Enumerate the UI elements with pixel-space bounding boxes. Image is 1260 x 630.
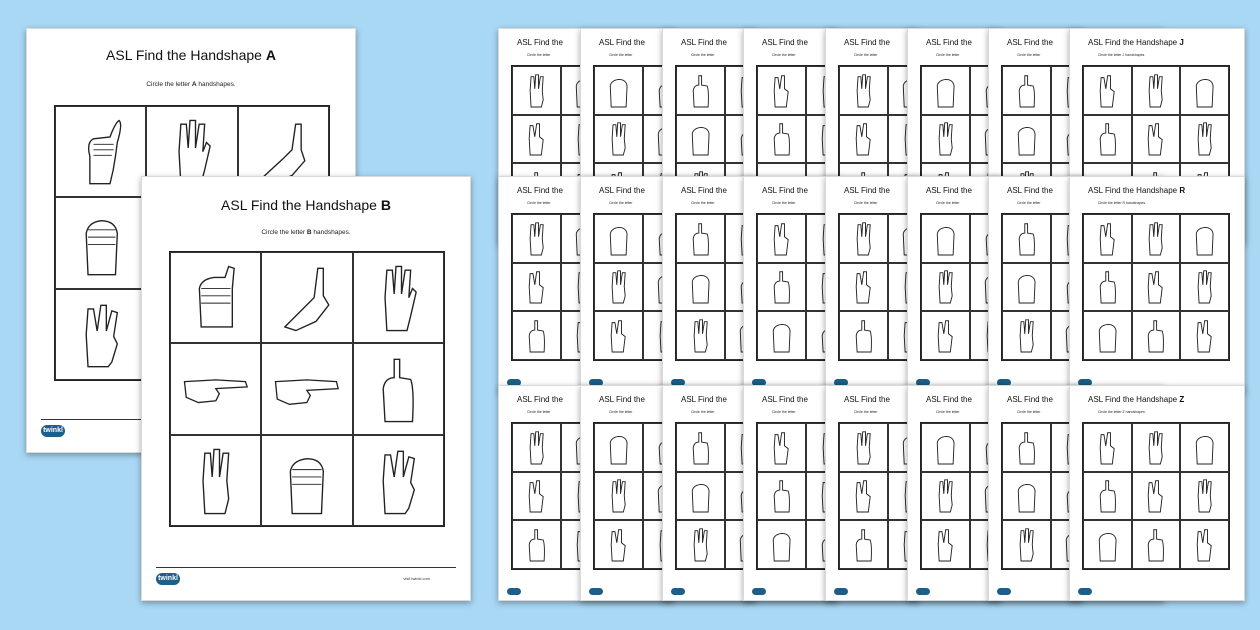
grid-cell: [55, 289, 146, 380]
mini-worksheet-title: [762, 38, 808, 47]
grid-cell: [757, 115, 806, 164]
mini-worksheet-instruction: Circle the letter: [691, 201, 715, 205]
hand-icon: [1089, 317, 1126, 354]
grid-cell: [1083, 472, 1132, 521]
mini-worksheet-title: [844, 186, 890, 195]
hand-icon: [927, 477, 964, 514]
mini-title-text: ASL Find the: [681, 395, 727, 404]
mini-worksheet: [1069, 385, 1245, 601]
hand-icon: [1089, 268, 1126, 305]
grid-cell: [921, 423, 970, 472]
grid-cell: [170, 435, 261, 526]
hand-icon: [1008, 477, 1045, 514]
twinkl-logo: [916, 588, 930, 595]
mini-title-text: ASL Find the: [1007, 38, 1053, 47]
grid-cell: [512, 115, 561, 164]
hand-point-icon: [363, 352, 433, 425]
hand-icon: [600, 429, 637, 466]
mini-worksheet-title: [681, 38, 727, 47]
hand-icon: [845, 268, 882, 305]
mini-worksheet-title: [1007, 395, 1053, 404]
grid-cell: [757, 520, 806, 569]
grid-cell: [1180, 214, 1229, 263]
hand-icon: [845, 317, 882, 354]
worksheet-a-instruction: Circle the letter A handshapes.: [146, 81, 236, 88]
mini-title-letter: J: [1179, 38, 1184, 47]
mini-worksheet-instruction: Circle the letter: [527, 410, 551, 414]
hand-icon: [1089, 120, 1126, 157]
mini-worksheet-title: [926, 38, 972, 47]
hand-icon: [682, 317, 719, 354]
mini-handshape-grid: [1082, 422, 1230, 570]
grid-cell: [261, 435, 352, 526]
mini-worksheet-title: [681, 186, 727, 195]
hand-icon: [518, 317, 555, 354]
grid-cell: [676, 311, 725, 360]
hand-icon: [600, 526, 637, 563]
hand-icon: [1089, 526, 1126, 563]
hand-icon: [518, 220, 555, 257]
mini-title-text: ASL Find the: [926, 38, 972, 47]
mini-worksheet-title: [844, 395, 890, 404]
mini-worksheet-title: [681, 395, 727, 404]
worksheet-b-letter: B: [380, 197, 391, 213]
grid-cell: [921, 263, 970, 312]
hand-icon: [1137, 477, 1174, 514]
hand-icon: [600, 317, 637, 354]
hand-icon: [600, 268, 637, 305]
hand-icon: [1186, 526, 1223, 563]
mini-title-text: ASL Find the: [762, 38, 808, 47]
grid-cell: [512, 520, 561, 569]
grid-cell: [55, 197, 146, 288]
grid-cell: [676, 472, 725, 521]
grid-cell: [1132, 520, 1181, 569]
grid-cell: [1002, 214, 1051, 263]
mini-worksheet-instruction: Circle the letter: [609, 53, 633, 57]
mini-title-text: ASL Find the: [517, 38, 563, 47]
hand-icon: [1137, 268, 1174, 305]
hand-icon: [1137, 72, 1174, 109]
mini-worksheet-title: [926, 395, 972, 404]
worksheet-b: [141, 176, 471, 601]
grid-cell: [594, 311, 643, 360]
mini-worksheet-instruction: Circle the letter: [691, 410, 715, 414]
grid-cell: [1180, 115, 1229, 164]
twinkl-logo: twinkl: [41, 425, 65, 437]
grid-cell: [170, 343, 261, 434]
mini-worksheet-title: [599, 38, 645, 47]
hand-icon: [1137, 220, 1174, 257]
grid-cell: [921, 311, 970, 360]
hand-icon: [600, 220, 637, 257]
hand-icon: [763, 72, 800, 109]
mini-worksheet-instruction: Circle the letter: [854, 410, 878, 414]
hand-icon: [927, 317, 964, 354]
grid-cell: [757, 263, 806, 312]
grid-cell: [1002, 263, 1051, 312]
worksheet-a-title: ASL Find the Handshape A: [106, 47, 276, 63]
grid-cell: [1180, 311, 1229, 360]
grid-cell: [676, 520, 725, 569]
grid-cell: [1180, 520, 1229, 569]
hand-icon: [927, 526, 964, 563]
grid-cell: [1132, 423, 1181, 472]
mini-title-text: ASL Find the: [681, 38, 727, 47]
mini-worksheet-title: [762, 186, 808, 195]
grid-cell: [1180, 472, 1229, 521]
mini-title-text: ASL Find the: [1007, 395, 1053, 404]
hand-icon: [682, 429, 719, 466]
grid-cell: [676, 423, 725, 472]
grid-cell: [676, 263, 725, 312]
grid-cell: [1132, 311, 1181, 360]
mini-worksheet-title: [926, 186, 972, 195]
grid-cell: [1132, 115, 1181, 164]
hand-icon: [1008, 120, 1045, 157]
mini-worksheet-title: [599, 395, 645, 404]
grid-cell: [594, 214, 643, 263]
hand-icon: [1089, 220, 1126, 257]
mini-worksheet-title: [844, 38, 890, 47]
hand-icon: [927, 220, 964, 257]
hand-icon: [518, 526, 555, 563]
grid-cell: [594, 66, 643, 115]
mini-title-text: ASL Find the: [599, 395, 645, 404]
hand-icon: [1089, 72, 1126, 109]
hand-icon: [1008, 317, 1045, 354]
twinkl-logo: [507, 588, 521, 595]
mini-title-letter: R: [1179, 186, 1186, 195]
hand-icon: [518, 268, 555, 305]
grid-cell: [839, 472, 888, 521]
mini-worksheet-instruction: Circle the letter: [854, 201, 878, 205]
twinkl-logo: [671, 588, 685, 595]
footer-note: visit twinkl.com: [403, 576, 430, 581]
grid-cell: [1083, 520, 1132, 569]
grid-cell: [170, 252, 261, 343]
mini-worksheet-instruction: Circle the letter: [936, 201, 960, 205]
hand-icon: [763, 526, 800, 563]
grid-cell: [676, 214, 725, 263]
hand-icon: [600, 477, 637, 514]
grid-cell: [921, 520, 970, 569]
hand-icon: [845, 72, 882, 109]
hand-icon: [1186, 317, 1223, 354]
grid-cell: [1002, 66, 1051, 115]
hand-icon: [1137, 526, 1174, 563]
hand-icon: [682, 220, 719, 257]
hand-icon: [518, 72, 555, 109]
hand-icon: [682, 477, 719, 514]
grid-cell: [594, 472, 643, 521]
hand-icon: [1137, 120, 1174, 157]
grid-cell: [839, 66, 888, 115]
grid-cell: [839, 263, 888, 312]
grid-cell: [55, 106, 146, 197]
hand-icon: [1137, 429, 1174, 466]
mini-worksheet: [1069, 176, 1245, 392]
grid-cell: [839, 311, 888, 360]
hand-icon: [763, 220, 800, 257]
hand-icon: [763, 477, 800, 514]
hand-peace-icon: [66, 298, 136, 371]
grid-cell: [261, 343, 352, 434]
hand-icon: [927, 268, 964, 305]
hand-icon: [845, 477, 882, 514]
hand-thumb-icon: [272, 261, 342, 334]
hand-icon: [845, 429, 882, 466]
mini-title-text: ASL Find the: [517, 186, 563, 195]
mini-title-text: ASL Find the: [681, 186, 727, 195]
grid-cell: [1083, 66, 1132, 115]
hand-icon: [763, 120, 800, 157]
grid-cell: [512, 311, 561, 360]
hand-icon: [763, 429, 800, 466]
hand-fist-icon: [66, 206, 136, 279]
mini-worksheet-instruction: Circle the letter Z handshapes.: [1098, 410, 1146, 414]
mini-worksheet-instruction: Circle the letter: [1017, 410, 1041, 414]
grid-cell: [1002, 311, 1051, 360]
mini-worksheet-instruction: Circle the letter: [1017, 201, 1041, 205]
mini-title-text: ASL Find the: [844, 38, 890, 47]
worksheet-a-letter: A: [265, 47, 276, 63]
mini-worksheet-instruction: Circle the letter: [527, 53, 551, 57]
mini-worksheet-title: [517, 38, 563, 47]
mini-worksheet-instruction: Circle the letter: [772, 53, 796, 57]
hand-icon: [600, 120, 637, 157]
grid-cell: [261, 252, 352, 343]
grid-cell: [921, 115, 970, 164]
worksheet-b-title: ASL Find the Handshape B: [221, 197, 391, 213]
grid-cell: [1180, 263, 1229, 312]
mini-worksheet-instruction: Circle the letter J handshapes.: [1098, 53, 1146, 57]
mini-title-text: ASL Find the: [762, 186, 808, 195]
grid-cell: [1132, 66, 1181, 115]
hand-icon: [1186, 268, 1223, 305]
grid-cell: [512, 263, 561, 312]
hand-icon: [763, 268, 800, 305]
mini-worksheet-instruction: Circle the letter: [609, 410, 633, 414]
grid-cell: [594, 263, 643, 312]
grid-cell: [1132, 263, 1181, 312]
twinkl-logo: [1078, 588, 1092, 595]
grid-cell: [757, 214, 806, 263]
grid-cell: [757, 423, 806, 472]
hand-icon: [682, 120, 719, 157]
mini-worksheet-title: [762, 395, 808, 404]
hand-icon: [1186, 72, 1223, 109]
mini-title-text: ASL Find the: [599, 38, 645, 47]
hand-icon: [1186, 220, 1223, 257]
mini-title-text: ASL Find the Handshape: [1088, 186, 1180, 195]
mini-title-text: ASL Find the: [926, 186, 972, 195]
hand-icon: [1008, 268, 1045, 305]
hand-icon: [845, 526, 882, 563]
hand-icon: [845, 120, 882, 157]
hand-point-icon: [181, 352, 251, 425]
mini-handshape-grid: [1082, 213, 1230, 361]
mini-title-text: ASL Find the Handshape: [1088, 395, 1180, 404]
grid-cell: [512, 423, 561, 472]
hand-icon: [518, 477, 555, 514]
worksheet-b-instruction: Circle the letter B handshapes.: [261, 229, 351, 236]
mini-worksheet-instruction: Circle the letter R handshapes.: [1098, 201, 1147, 205]
hand-thumb-icon: [66, 115, 136, 188]
hand-icon: [845, 220, 882, 257]
mini-worksheet-instruction: Circle the letter: [609, 201, 633, 205]
hand-icon: [927, 429, 964, 466]
grid-cell: [1132, 472, 1181, 521]
mini-worksheet-instruction: Circle the letter: [1017, 53, 1041, 57]
hand-icon: [1089, 477, 1126, 514]
hand-flat-icon: [181, 444, 251, 517]
mini-title-text: ASL Find the: [844, 395, 890, 404]
hand-fist-icon: [181, 261, 251, 334]
grid-cell: [757, 472, 806, 521]
footer-divider: [156, 567, 456, 568]
grid-cell: [594, 423, 643, 472]
hand-icon: [927, 120, 964, 157]
hand-icon: [1008, 220, 1045, 257]
hand-icon: [518, 120, 555, 157]
mini-worksheet-title: [599, 186, 645, 195]
handshape-grid-b: [169, 251, 445, 527]
mini-worksheet-title: [1088, 38, 1184, 47]
hand-icon: [1008, 526, 1045, 563]
grid-cell: [1002, 423, 1051, 472]
grid-cell: [1083, 214, 1132, 263]
grid-cell: [594, 115, 643, 164]
grid-cell: [1083, 423, 1132, 472]
grid-cell: [1132, 214, 1181, 263]
grid-cell: [1180, 423, 1229, 472]
mini-worksheet-title: [1088, 395, 1184, 404]
twinkl-logo: [997, 588, 1011, 595]
mini-worksheet-instruction: Circle the letter: [854, 53, 878, 57]
hand-flat-icon: [363, 261, 433, 334]
mini-worksheet-instruction: Circle the letter: [527, 201, 551, 205]
mini-title-text: ASL Find the Handshape: [1088, 38, 1180, 47]
mini-worksheet-title: [517, 186, 563, 195]
mini-title-text: ASL Find the: [1007, 186, 1053, 195]
mini-title-text: ASL Find the: [517, 395, 563, 404]
hand-icon: [927, 72, 964, 109]
grid-cell: [353, 435, 444, 526]
grid-cell: [839, 214, 888, 263]
grid-cell: [839, 115, 888, 164]
hand-icon: [682, 526, 719, 563]
hand-icon: [682, 72, 719, 109]
hand-icon: [1186, 429, 1223, 466]
mini-worksheet-title: [1007, 38, 1053, 47]
grid-cell: [1083, 115, 1132, 164]
hand-icon: [1008, 72, 1045, 109]
mini-title-text: ASL Find the: [926, 395, 972, 404]
grid-cell: [757, 311, 806, 360]
hand-icon: [1186, 120, 1223, 157]
hand-icon: [600, 72, 637, 109]
grid-cell: [757, 66, 806, 115]
mini-worksheet-instruction: Circle the letter: [772, 201, 796, 205]
grid-cell: [594, 520, 643, 569]
grid-cell: [353, 252, 444, 343]
hand-peace-icon: [363, 444, 433, 517]
mini-title-text: ASL Find the: [599, 186, 645, 195]
hand-icon: [1008, 429, 1045, 466]
grid-cell: [1002, 115, 1051, 164]
grid-cell: [921, 214, 970, 263]
hand-fist-icon: [272, 444, 342, 517]
grid-cell: [353, 343, 444, 434]
grid-cell: [676, 66, 725, 115]
mini-worksheet-title: [517, 395, 563, 404]
mini-worksheet-title: [1088, 186, 1185, 195]
grid-cell: [512, 472, 561, 521]
twinkl-logo: twinkl: [156, 573, 180, 585]
grid-cell: [1180, 66, 1229, 115]
mini-title-text: ASL Find the: [762, 395, 808, 404]
grid-cell: [839, 520, 888, 569]
grid-cell: [921, 66, 970, 115]
twinkl-logo: [752, 588, 766, 595]
grid-cell: [1083, 263, 1132, 312]
hand-icon: [682, 268, 719, 305]
mini-title-letter: Z: [1179, 395, 1185, 404]
hand-point-icon: [272, 352, 342, 425]
grid-cell: [1002, 520, 1051, 569]
mini-title-text: ASL Find the: [844, 186, 890, 195]
mini-worksheet-instruction: Circle the letter: [936, 53, 960, 57]
grid-cell: [512, 66, 561, 115]
grid-cell: [1083, 311, 1132, 360]
grid-cell: [839, 423, 888, 472]
mini-worksheet-instruction: Circle the letter: [691, 53, 715, 57]
twinkl-logo: [589, 588, 603, 595]
hand-icon: [518, 429, 555, 466]
mini-worksheet-instruction: Circle the letter: [936, 410, 960, 414]
hand-icon: [1089, 429, 1126, 466]
hand-icon: [763, 317, 800, 354]
mini-worksheet-title: [1007, 186, 1053, 195]
hand-icon: [1137, 317, 1174, 354]
grid-cell: [1002, 472, 1051, 521]
hand-icon: [1186, 477, 1223, 514]
grid-cell: [676, 115, 725, 164]
grid-cell: [512, 214, 561, 263]
grid-cell: [921, 472, 970, 521]
twinkl-logo: [834, 588, 848, 595]
mini-worksheet-instruction: Circle the letter: [772, 410, 796, 414]
